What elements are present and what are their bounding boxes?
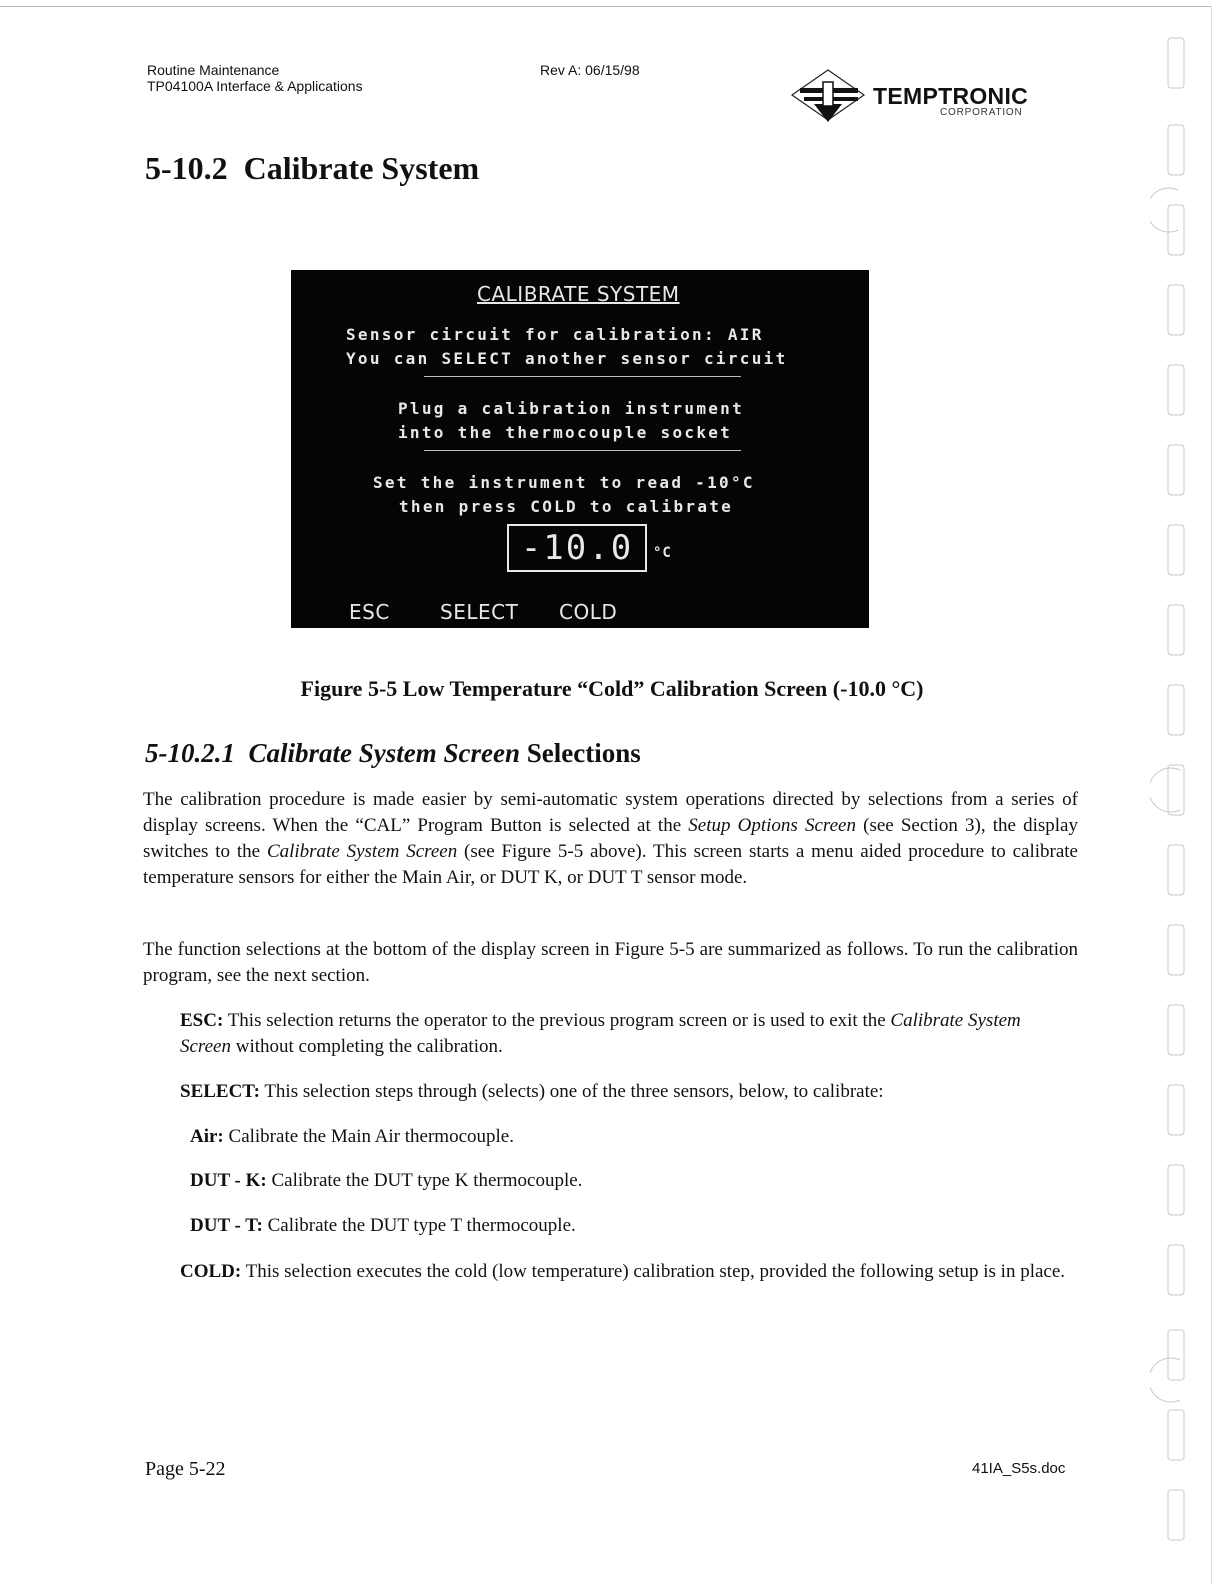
header-left-line2: TP04100A Interface & Applications — [147, 78, 363, 94]
item-cold-text: This selection executes the cold (low temperature) calibration step, provided the following setup is in place. — [241, 1261, 1066, 1282]
subsection-italic-title: Calibrate System Screen — [248, 738, 520, 768]
paragraph-text: (see Figure 5-5 above). This screen starts a menu aided procedure to calibrate temperature sensors for either the Main Air, or DUT K, or DUT T sensor mode. — [143, 841, 1078, 888]
item-air — [190, 1124, 514, 1150]
item-air-text: Calibrate the Main Air thermocouple. — [223, 1126, 514, 1147]
screen-key-select[interactable]: SELECT — [440, 600, 519, 624]
subsection-rest-title: Selections — [526, 738, 641, 768]
screen-title: CALIBRATE SYSTEM — [477, 282, 680, 306]
item-esc-italic: Calibrate System Screen — [180, 1010, 1021, 1057]
screen-line-socket: into the thermocouple socket — [398, 423, 733, 442]
screen-line-plug: Plug a calibration instrument — [398, 399, 745, 418]
item-dut-t-label: DUT - T: — [190, 1215, 263, 1236]
paragraph-functions: The function selections at the bottom of the display screen in Figure 5-5 are summarized as follows. To run the calibration program, see the next section. — [143, 939, 1078, 986]
paragraph-italic-term: Setup Options Screen — [688, 815, 856, 836]
paragraph-text: The calibration procedure is made easier by semi-automatic system operations directed by selections from a series of display screens. When the “CAL” Program Button is selected at the — [143, 789, 1078, 836]
paragraph-text: (see Section 3), the display switches to the — [143, 815, 1078, 862]
header-left — [147, 62, 363, 94]
screen-line-sensor: Sensor circuit for calibration: AIR — [346, 325, 764, 344]
item-dut-t-text: Calibrate the DUT type T thermocouple. — [262, 1215, 576, 1236]
item-dut-k-text: Calibrate the DUT type K thermocouple. — [266, 1170, 583, 1191]
screen-divider — [424, 450, 741, 451]
screen-temperature-readout: -10.0 — [507, 524, 647, 572]
item-select-label: SELECT: — [180, 1081, 260, 1102]
item-dut-t — [190, 1213, 576, 1239]
item-cold-label: COLD: — [180, 1261, 242, 1282]
figure-caption: Figure 5-5 Low Temperature “Cold” Calibration Screen (-10.0 °C) — [300, 676, 924, 701]
item-dut-k-label: DUT - K: — [190, 1170, 267, 1191]
page-right-rule — [1211, 6, 1212, 1584]
section-title: 5-10.2 Calibrate System — [145, 150, 480, 186]
footer-filename: 41IA_S5s.doc — [972, 1460, 1066, 1477]
page-top-rule — [0, 6, 1212, 7]
temptronic-logo — [790, 68, 1040, 126]
item-air-label: Air: — [190, 1126, 224, 1147]
paragraph-intro — [143, 787, 1078, 891]
screen-line-set: Set the instrument to read -10°C — [373, 473, 755, 492]
item-esc — [180, 1008, 1060, 1060]
item-esc-label: ESC: — [180, 1010, 224, 1031]
binder-tab-marks — [1150, 30, 1210, 1580]
item-dut-k — [190, 1168, 582, 1194]
screen-key-esc[interactable]: ESC — [349, 600, 390, 624]
item-esc-text: without completing the calibration. — [231, 1036, 503, 1057]
screen-divider — [424, 376, 741, 377]
header-revision: Rev A: 06/15/98 — [540, 62, 640, 78]
screen-temperature-unit: °C — [653, 545, 672, 561]
calibration-screen-figure — [291, 270, 869, 628]
item-select — [180, 1079, 1080, 1105]
logo-wordmark: TEMPTRONIC — [873, 83, 1029, 109]
footer-page-number: Page 5-22 — [145, 1458, 226, 1480]
temptronic-logo-mark-icon — [790, 68, 870, 126]
screen-key-cold[interactable]: COLD — [559, 600, 618, 624]
subsection-number: 5-10.2.1 — [145, 738, 235, 768]
item-esc-text: This selection returns the operator to the previous program screen or is used to exit the — [223, 1010, 891, 1031]
screen-line-press: then press COLD to calibrate — [399, 497, 734, 516]
item-cold — [180, 1259, 1070, 1285]
logo-subtitle: CORPORATION — [940, 107, 1023, 118]
paragraph-italic-term: Calibrate System Screen — [266, 841, 458, 862]
item-select-text: This selection steps through (selects) one of the three sensors, below, to calibrate: — [259, 1081, 884, 1102]
subsection-title — [145, 738, 641, 769]
screen-line-select: You can SELECT another sensor circuit — [346, 349, 788, 368]
header-left-line1: Routine Maintenance — [147, 62, 280, 78]
